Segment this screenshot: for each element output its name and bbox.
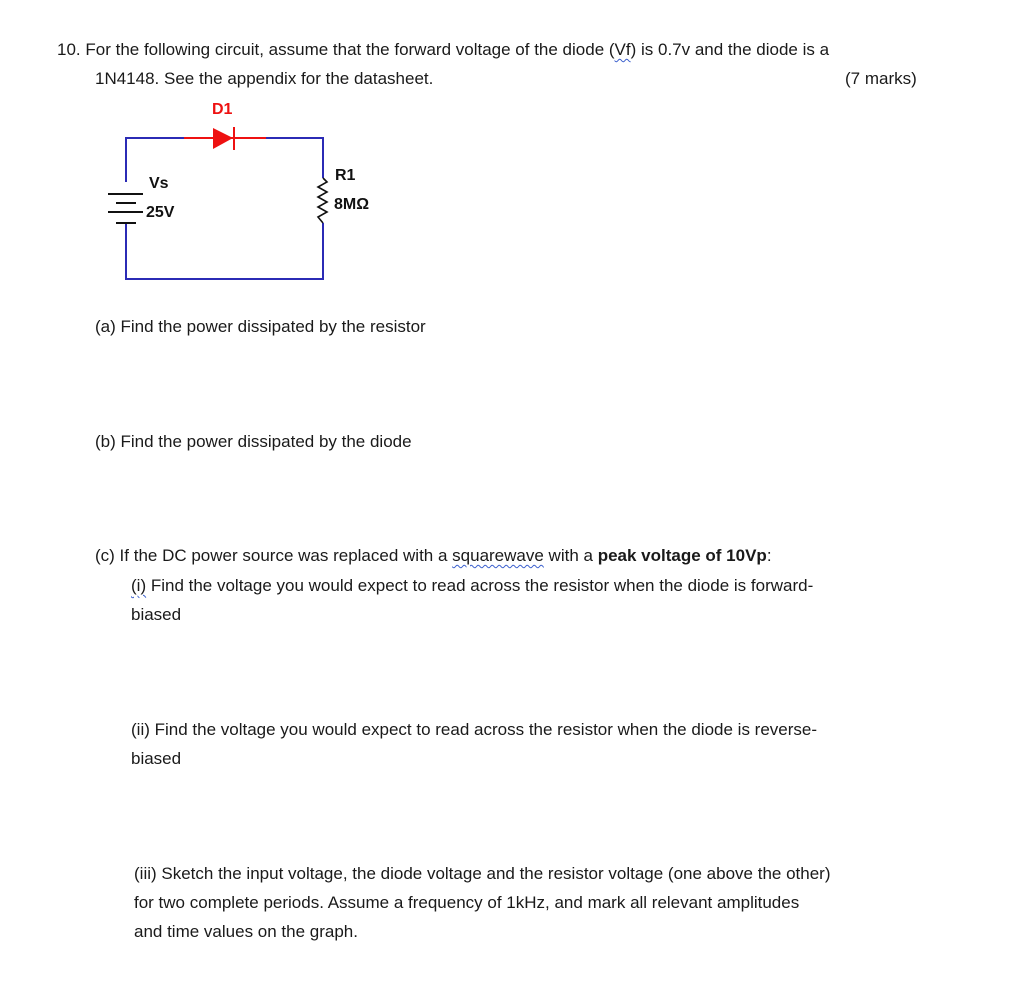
source-value: 25V — [146, 204, 175, 221]
battery-source — [108, 194, 143, 223]
resistor-value: 8MΩ — [334, 196, 370, 213]
part-c-iii-line-3: and time values on the graph. — [134, 922, 358, 941]
part-c-i-label: (i) — [131, 576, 147, 595]
question-line-2: 1N4148. See the appendix for the datasheet. — [95, 69, 434, 88]
diode-d1 — [184, 127, 266, 150]
part-c-i-line-2: biased — [131, 605, 182, 624]
part-c-end: : — [766, 546, 772, 565]
part-c-iii-line-1: (iii) Sketch the input voltage, the diode voltage and the resistor voltage (one above the other) — [134, 864, 831, 883]
part-c-text: (c) If the DC power source was replaced with a — [95, 546, 453, 565]
part-c-i-text: Find the voltage you would expect to read across the resistor when the diode is forward- — [146, 576, 814, 595]
marks-label: (7 marks) — [845, 69, 917, 88]
peak-voltage-bold: peak voltage of 10Vp — [597, 546, 767, 565]
part-a: (a) Find the power dissipated by the resistor — [95, 317, 426, 336]
source-name: Vs — [149, 175, 169, 192]
resistor-r1 — [318, 178, 327, 223]
part-c-i-line-1 — [131, 575, 813, 597]
part-c-ii-line-1: (ii) Find the voltage you would expect to read across the resistor when the diode is reverse- — [131, 720, 818, 739]
intro-text: For the following circuit, assume that the forward voltage of the diode ( — [85, 40, 615, 59]
vf-symbol: Vf — [614, 40, 631, 59]
intro-text-end: ) is 0.7v and the diode is a — [630, 40, 830, 59]
resistor-name: R1 — [335, 167, 356, 184]
part-c — [95, 545, 772, 567]
part-c-mid: with a — [543, 546, 598, 565]
part-b: (b) Find the power dissipated by the diode — [95, 432, 412, 451]
part-c-iii-line-2: for two complete periods. Assume a frequency of 1kHz, and mark all relevant amplitudes — [134, 893, 800, 912]
circuit-diagram — [0, 0, 420, 300]
diode-label: D1 — [212, 101, 233, 118]
squarewave-word: squarewave — [452, 546, 544, 565]
question-number: 10. — [57, 40, 81, 59]
part-c-ii-line-2: biased — [131, 749, 182, 768]
